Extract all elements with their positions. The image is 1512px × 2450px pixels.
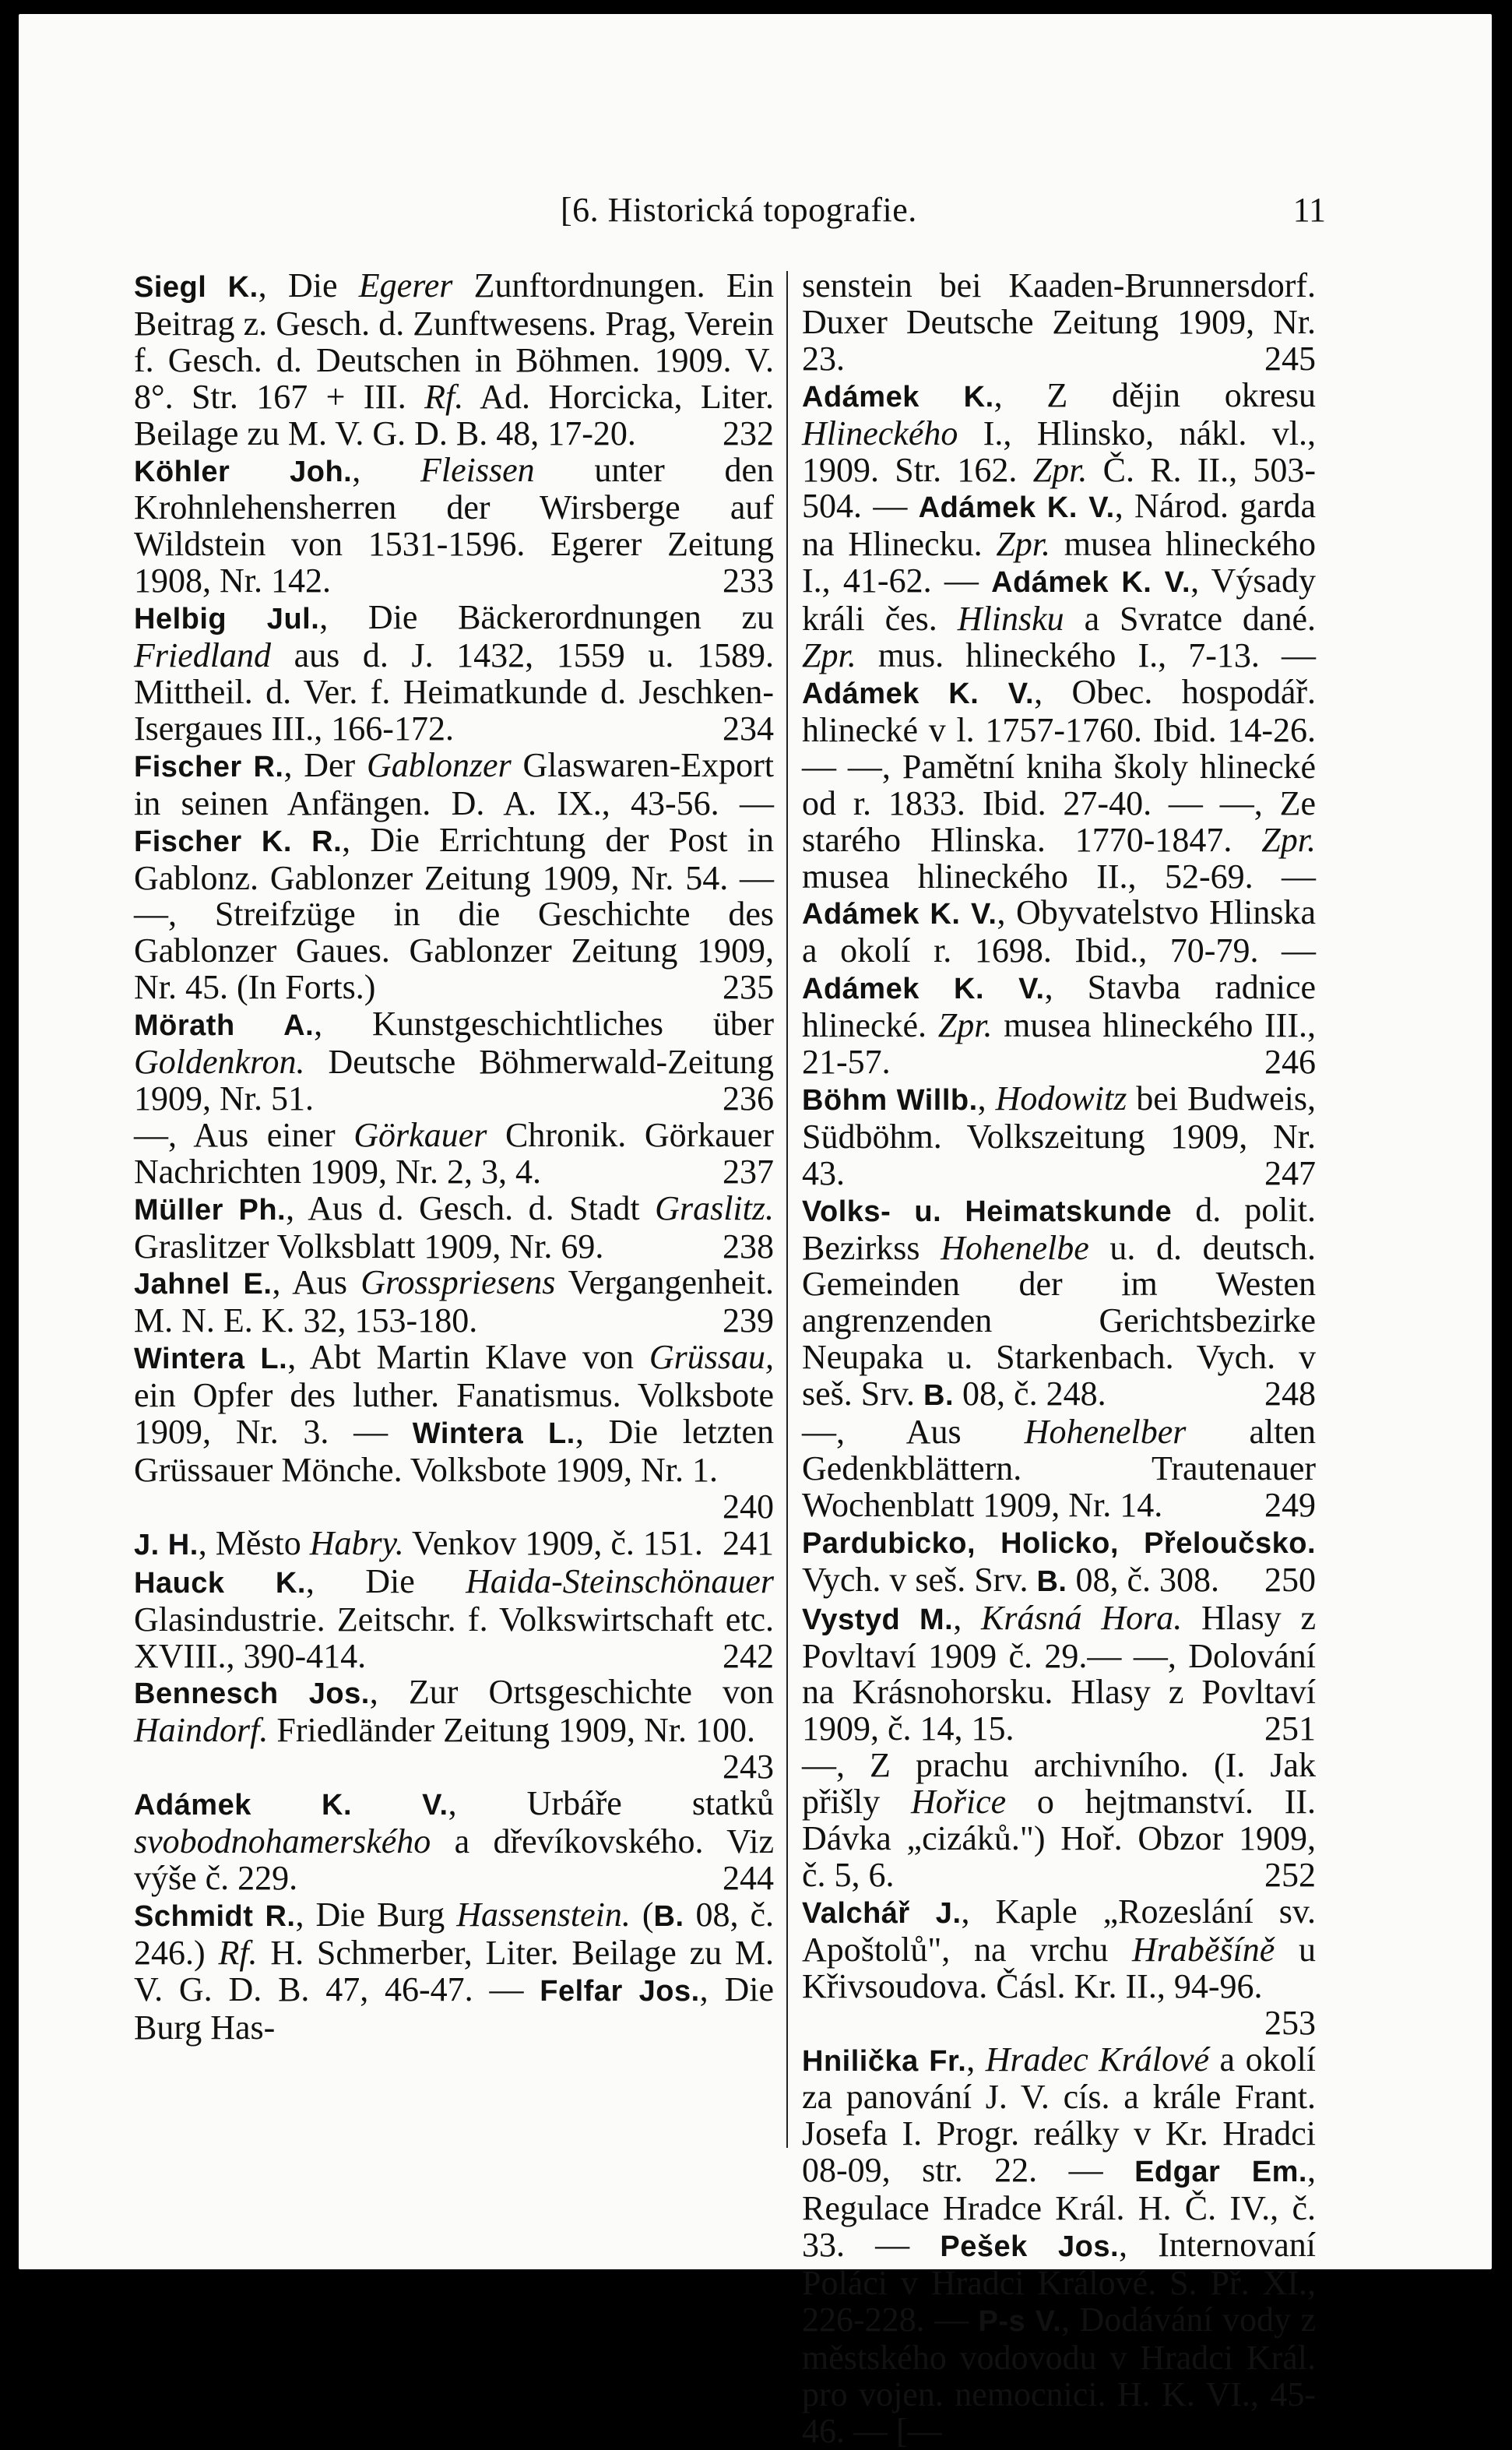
- bibliography-entry: [134, 1006, 774, 1118]
- entry-italic-text: Egerer: [358, 266, 453, 304]
- entry-text: senstein bei Kaaden-Brunnersdorf. Duxer Deutsche Zeitung 1909, Nr. 23.: [802, 266, 1316, 378]
- entry-number: 251: [1264, 1709, 1316, 1748]
- entry-text: musea hlineckého III., 21-57.: [802, 1006, 1316, 1082]
- entry-italic-text: Krásná Hora.: [981, 1598, 1183, 1637]
- right-column: [802, 268, 1316, 2449]
- entry-text: Graslitzer Volksblatt 1909, Nr. 69.: [134, 1227, 604, 1265]
- entry-number: 240: [723, 1487, 774, 1526]
- entry-number: 239: [723, 1301, 774, 1340]
- entry-number: 242: [723, 1636, 774, 1675]
- entry-text: , Die: [305, 1561, 466, 1600]
- entry-author: Helbig Jul.: [134, 603, 320, 636]
- entry-text: —, Z prachu archivního. (I. Jak přišly: [802, 1746, 1316, 1822]
- entry-author: Adámek K. V.: [802, 973, 1045, 1006]
- entry-text: musea hlineckého II., 52-69. —: [802, 857, 1316, 896]
- page-number: 11: [1292, 191, 1326, 229]
- entry-text: u Křivsoudova. Čásl. Kr. II., 94-96.: [802, 1930, 1316, 2005]
- entry-text: Vych. v seš. Srv.: [802, 1560, 1037, 1599]
- entry-text: , Národ. garda na Hlinecku.: [802, 487, 1317, 564]
- entry-text: Zunftordnungen. Ein Beitrag z. Gesch. d. Zunftwesens. Prag, Verein f. Gesch. d. Deutschen in Böhmen. 1909. V. 8°. Str. 167 + III.: [134, 266, 774, 416]
- entry-author: Adámek K. V.: [802, 898, 997, 931]
- entry-number: 249: [1264, 1485, 1316, 1524]
- entry-text: Č. R. II., 503-504. —: [802, 450, 1317, 526]
- entry-number: 248: [1264, 1375, 1316, 1413]
- entry-author: B.: [923, 1379, 955, 1413]
- entry-author: Müller Ph.: [134, 1193, 287, 1227]
- entry-italic-text: Goldenkron.: [134, 1043, 305, 1082]
- entry-text: alten Gedenkblättern. Trautenauer Wochenblatt 1909, Nr. 14.: [802, 1413, 1316, 1524]
- entry-text: ,: [352, 450, 420, 489]
- entry-text: , Dodávání vody z městského vodovodu v Hradci Král. pro vojen. nemocnici. H. K. VI., 45-46. — [—: [802, 2300, 1317, 2450]
- bibliography-entry: [802, 1748, 1316, 1894]
- entry-text: aus d. J. 1432, 1559 u. 1589. Mittheil. d. Ver. f. Heimatkunde d. Jeschken-Isergaues III., 166-172.: [134, 636, 774, 748]
- entry-author: Böhm Willb.: [802, 1083, 978, 1117]
- entry-author: Köhler Joh.: [134, 455, 353, 488]
- bibliography-entry: [802, 1524, 1316, 1600]
- left-column: [134, 268, 774, 2047]
- entry-italic-text: svobodnohamerského: [134, 1822, 431, 1861]
- entry-italic-text: Haida-Steinschönauer: [466, 1561, 774, 1600]
- entry-italic-text: Friedland: [134, 636, 271, 675]
- entry-text: Glasindustrie. Zeitschr. f. Volkswirtschaft etc. XVIII., 390-414.: [134, 1600, 774, 1675]
- entry-author: Bennesch Jos.: [134, 1677, 370, 1711]
- bibliography-entry: [802, 375, 1317, 1082]
- entry-author: Adámek K. V.: [802, 677, 1035, 710]
- entry-italic-text: Fleissen: [420, 450, 535, 489]
- entry-text: , Urbáře statků: [448, 1784, 774, 1823]
- entry-text: Deutsche Böhmerwald-Zeitung 1909, Nr. 51.: [134, 1043, 774, 1118]
- entry-text: o hejtmanství. II. Dávka „cizáků.") Hoř. Obzor 1909, č. 5, 6.: [802, 1783, 1316, 1894]
- entry-text: , Město: [198, 1523, 310, 1562]
- entry-italic-text: Habry.: [309, 1523, 404, 1562]
- bibliography-entry: [802, 1414, 1316, 1524]
- entry-text: ,: [977, 1079, 996, 1118]
- entry-text: I., Hlinsko, nákl. vl., 1909. Str. 162.: [802, 414, 1316, 489]
- entry-text: d. polit. Bezirkss: [802, 1190, 1316, 1267]
- entry-number: 233: [723, 561, 774, 600]
- entry-text: ein Opfer des luther. Fanatismus. Volksbote 1909, Nr. 3. —: [134, 1376, 774, 1452]
- bibliography-entry: [134, 452, 774, 600]
- entry-author: Vystyd M.: [802, 1603, 954, 1636]
- entry-author: Adámek K. V.: [918, 491, 1115, 525]
- entry-italic-text: Hohenelber: [1024, 1413, 1187, 1452]
- bibliography-entry: [134, 1561, 774, 1675]
- entry-text: Vergangenheit. M. N. E. K. 32, 153-180.: [134, 1263, 775, 1340]
- bibliography-entry: [134, 268, 774, 452]
- entry-text: a Svratce dané.: [1064, 600, 1316, 639]
- entry-number: 232: [723, 414, 774, 452]
- entry-text: , Die letzten Grüssauer Mönche. Volksbote 1909, Nr. 1.: [134, 1413, 775, 1489]
- entry-author: Wintera L.: [134, 1343, 288, 1376]
- entry-author: Fischer R.: [134, 750, 284, 783]
- entry-text: Friedländer Zeitung 1909, Nr. 100.: [268, 1711, 756, 1750]
- entry-italic-text: Hohenelbe: [941, 1228, 1089, 1267]
- entry-text: , Die Errichtung der Post in Gablonz. Gablonzer Zeitung 1909, Nr. 54. — —, Streifzüge in die Geschichte des Gablonzer Gaues. Gablonzer Zeitung 1909, Nr. 45. (In Forts.): [134, 820, 774, 1007]
- entry-author: Pardubicko, Holicko, Přeloučsko.: [802, 1526, 1316, 1560]
- entry-italic-text: Zpr.: [802, 636, 856, 675]
- entry-italic-text: Hraběšíně: [1132, 1930, 1275, 1969]
- book-page: [19, 14, 1492, 2450]
- entry-italic-text: Hassenstein.: [456, 1895, 631, 1934]
- entry-author: Wintera L.: [412, 1417, 575, 1451]
- entry-number: 241: [723, 1523, 774, 1562]
- entry-text: , Die: [258, 266, 359, 304]
- entry-text: Hlasy z Povltaví 1909 č. 29.— —, Dolování na Krásnohorsku. Hlasy z Povltaví 1909, č. 14, 15.: [802, 1598, 1316, 1748]
- entry-text: —, Aus einer: [134, 1115, 354, 1154]
- entry-text: Glaswaren-Export in seinen Anfängen. D. A. IX., 43-56. —: [134, 745, 775, 822]
- entry-text: , Aus: [272, 1263, 361, 1302]
- entry-number: 250: [1264, 1560, 1316, 1599]
- entry-author: Adámek K. V.: [134, 1789, 448, 1822]
- entry-text: (: [630, 1895, 654, 1934]
- entry-author: Siegl K.: [134, 271, 258, 304]
- entry-number: 247: [1264, 1153, 1316, 1192]
- entry-text: , Regulace Hradce Král. H. Č. IV., č. 33. —: [802, 2151, 1316, 2265]
- entry-number: 238: [723, 1227, 774, 1265]
- entry-author: Volks- u. Heimatskunde: [802, 1195, 1173, 1228]
- bibliography-entry: [802, 2042, 1316, 2450]
- entry-text: 08, č. 248.: [954, 1375, 1106, 1413]
- entry-text: —, Aus: [802, 1413, 1025, 1452]
- bibliography-entry: [134, 1115, 774, 1191]
- bibliography-entry: [802, 1894, 1316, 2042]
- entry-text: , Obyvatelstvo Hlinska a okolí r. 1698. Ibid., 70-79. —: [802, 893, 1316, 970]
- entry-italic-text: Zpr.: [937, 1006, 993, 1045]
- entry-author: Edgar Em.: [1134, 2156, 1307, 2189]
- entry-text: mus. hlineckého I., 7-13. —: [856, 636, 1316, 675]
- entry-text: a okolí za panování J. V. cís. a krále Frant. Josefa I. Progr. reálky v Kr. Hradci 08-09, str. 22. —: [802, 2040, 1317, 2190]
- entry-text: H. Schmerber, Liter. Beilage zu M. V. G. D. B. 47, 46-47. —: [134, 1933, 775, 2008]
- entry-italic-text: Rf.: [424, 377, 464, 416]
- entry-text: , Kaple „Rozeslání sv. Apoštolů", na vrchu: [802, 1892, 1316, 1969]
- entry-text: , Internovaní Poláci v Hradci Králové. S. Př. XI., 226-228. —: [802, 2226, 1317, 2339]
- page-header: [19, 190, 1492, 237]
- entry-italic-text: Haindorf.: [134, 1711, 269, 1750]
- entry-text: , Stavba radnice hlinecké.: [802, 968, 1316, 1045]
- entry-text: , Z dějin okresu: [993, 375, 1316, 414]
- running-head: [6. Historická topografie.: [561, 191, 917, 229]
- entry-number: 237: [723, 1152, 774, 1191]
- entry-italic-text: Hořice: [910, 1783, 1007, 1822]
- entry-text: Venkov 1909, č. 151.: [403, 1523, 703, 1562]
- entry-text: , Zur Ortsgeschichte von: [369, 1673, 774, 1712]
- bibliography-entry: [134, 600, 774, 748]
- entry-italic-text: Hradec Králové: [985, 2040, 1210, 2079]
- bibliography-entry: [134, 745, 775, 1007]
- entry-author: Adámek K.: [802, 380, 994, 414]
- entry-number: 252: [1264, 1855, 1316, 1894]
- entry-text: , Die Bäckerordnungen zu: [319, 598, 775, 637]
- entry-italic-text: Grüssau,: [649, 1338, 775, 1377]
- entry-text: 08, č. 308.: [1067, 1560, 1219, 1599]
- entry-text: , Der: [283, 745, 367, 784]
- entry-author: Hnilička Fr.: [802, 2044, 967, 2078]
- entry-author: Hauck K.: [134, 1566, 306, 1600]
- bibliography-entry: [802, 1081, 1316, 1192]
- entry-author: Jahnel E.: [134, 1268, 273, 1301]
- entry-text: Ad. Horcicka, Liter. Beilage zu M. V. G. D. B. 48, 17-20.: [134, 377, 774, 452]
- entry-italic-text: Görkauer: [353, 1115, 487, 1154]
- bibliography-entry: [802, 1192, 1316, 1414]
- entry-italic-text: Hlineckého: [802, 414, 958, 452]
- entry-author: Felfar Jos.: [540, 1974, 700, 2008]
- entry-author: Mörath A.: [134, 1009, 315, 1043]
- entry-text: , Kunstgeschichtliches über: [314, 1005, 774, 1044]
- entry-text: musea hlineckého I., 41-62. —: [802, 525, 1316, 600]
- entry-number: 244: [723, 1858, 774, 1897]
- entry-number: 243: [723, 1748, 774, 1786]
- entry-text: , Die Burg Has-: [134, 1970, 775, 2047]
- entry-text: , Abt Martin Klave von: [287, 1338, 649, 1377]
- bibliography-entry: [134, 1674, 774, 1786]
- entry-italic-text: Hlinsku: [957, 600, 1064, 639]
- bibliography-entry: [802, 268, 1316, 378]
- bibliography-entry: [134, 1523, 774, 1564]
- entry-number: 235: [723, 968, 774, 1007]
- entry-author: Schmidt R.: [134, 1899, 296, 1933]
- entry-number: 246: [1264, 1043, 1316, 1082]
- entry-text: u. d. deutsch. Gemeinden der im Westen angrenzenden Gerichtsbezirke Neupaka u. Starkenbach. Vych. v seš. Srv.: [802, 1228, 1317, 1413]
- entry-italic-text: Zpr.: [996, 525, 1051, 564]
- entry-number: 234: [723, 709, 774, 748]
- entry-italic-text: Zpr.: [1261, 820, 1316, 859]
- bibliography-entry: [134, 1188, 774, 1265]
- entry-italic-text: Zpr.: [1032, 450, 1088, 489]
- entry-text: , Obec. hospodář. hlinecké v l. 1757-1760. Ibid. 14-26. — —, Pamětní kniha školy hlinecké od r. 1833. Ibid. 27-40. — —, Ze starého Hlinska. 1770-1847.: [802, 672, 1317, 859]
- entry-author: P-s V.: [978, 2304, 1062, 2338]
- entry-author: Pešek Jos.: [940, 2230, 1120, 2264]
- bibliography-entry: [134, 1265, 774, 1339]
- entry-italic-text: Gablonzer: [366, 745, 512, 784]
- column-divider: [786, 271, 788, 2148]
- entry-text: a dřevíkovského. Viz výše č. 229.: [134, 1822, 774, 1897]
- entry-italic-text: Graslitz.: [655, 1188, 774, 1227]
- entry-text: ,: [966, 2040, 986, 2079]
- entry-text: bei Budweis, Südböhm. Volkszeitung 1909, Nr. 43.: [802, 1079, 1317, 1192]
- entry-text: Chronik. Görkauer Nachrichten 1909, Nr. 2, 3, 4.: [134, 1115, 774, 1191]
- entry-text: ,: [953, 1598, 982, 1637]
- entry-italic-text: Grosspriesens: [360, 1263, 556, 1302]
- entry-text: , Aus d. Gesch. d. Stadt: [286, 1188, 656, 1227]
- entry-author: Valchář J.: [802, 1896, 962, 1930]
- bibliography-entry: [802, 1600, 1316, 1748]
- entry-number: 245: [1264, 339, 1316, 378]
- entry-text: 08, č. 246.): [134, 1895, 775, 1972]
- entry-italic-text: Hodowitz: [995, 1079, 1127, 1118]
- entry-author: B.: [1036, 1565, 1067, 1598]
- bibliography-entry: [134, 1786, 774, 1897]
- bibliography-entry: [134, 1897, 774, 2047]
- entry-text: unter den Krohnlehensherren der Wirsberge auf Wildstein von 1531-1596. Egerer Zeitung 1908, Nr. 142.: [134, 450, 775, 600]
- entry-author: Adámek K. V.: [991, 566, 1191, 600]
- entry-author: J. H.: [134, 1528, 199, 1561]
- entry-text: , Výsady králi čes.: [802, 561, 1316, 639]
- bibliography-entry: [134, 1339, 774, 1526]
- entry-number: 253: [1264, 2003, 1316, 2042]
- entry-author: B.: [653, 1899, 684, 1933]
- entry-text: , Die Burg: [295, 1895, 457, 1934]
- entry-italic-text: Rf.: [218, 1933, 258, 1972]
- entry-number: 236: [723, 1079, 774, 1118]
- entry-author: Fischer K. R.: [134, 825, 343, 858]
